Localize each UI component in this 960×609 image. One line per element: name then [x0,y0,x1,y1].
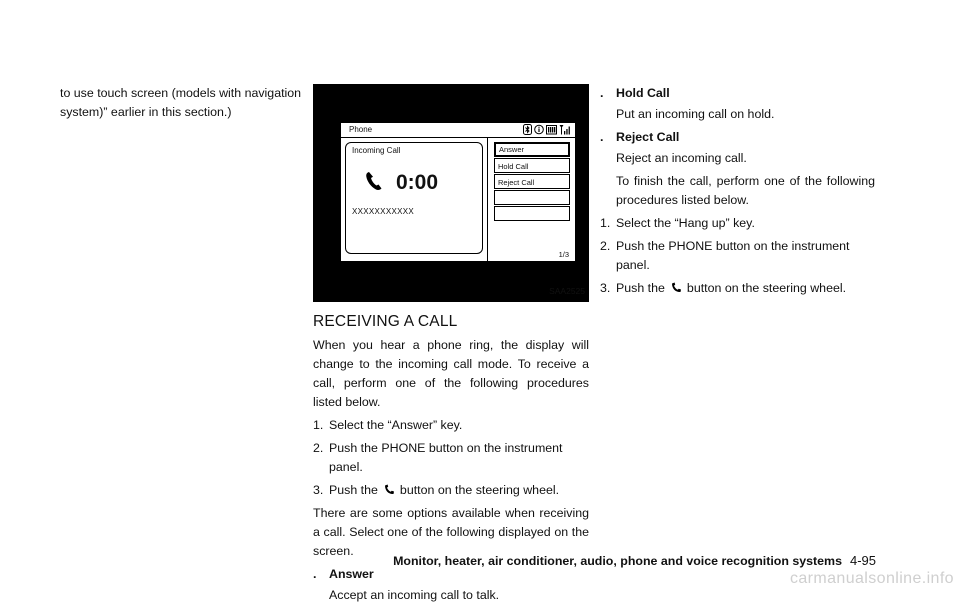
bullet-title: Reject Call [616,130,680,144]
column-left [60,84,312,126]
column-middle [313,84,589,609]
bullet-title: Hold Call [616,86,670,100]
step-text: Push the PHONE button on the instrument panel. [329,441,563,474]
intro-paragraph: When you hear a phone ring, the display will change to the incoming call mode. To receive a call, perform one of the following procedures listed below. [313,338,589,409]
reject-call-key[interactable]: Reject Call [494,174,570,189]
step-item [600,279,875,298]
steering-phone-button-icon [669,280,683,294]
figure-id: SAA2525 [549,286,585,296]
empty-menu-slot [494,190,570,205]
bullet-description: Accept an incoming call to talk. [329,588,500,602]
step-number: 2. [313,441,324,455]
step-item [313,416,589,435]
phone-screen [340,122,576,262]
step-number: 3. [313,483,324,497]
incoming-call-panel [345,142,483,254]
answer-key[interactable]: Answer [494,142,570,157]
battery-icon [546,124,557,135]
page-number: 4-95 [849,553,876,568]
screen-title: Phone [349,125,373,134]
finish-paragraph: To finish the call, perform one of the following procedures listed below. [616,174,875,207]
call-timer: 0:00 [396,171,439,194]
step-item [600,237,875,275]
step-number: 1. [313,418,324,432]
caller-number: XXXXXXXXXXX [352,207,414,216]
step-text: Select the “Answer” key. [329,418,463,432]
phone-handset-icon [365,171,383,191]
bullet-mark: . [600,86,604,100]
bluetooth-icon [523,124,532,135]
step-text: Select the “Hang up” key. [616,216,755,230]
phone-screen-figure [313,84,589,302]
step-text-post: button on the steering wheel. [399,483,560,497]
bullet-description: Reject an incoming call. [616,151,747,165]
options-paragraph: There are some options available when receiving a call. Select one of the following displayed on the screen. [313,506,589,558]
bullet-item [600,84,875,103]
page-footer [0,553,876,569]
step-item [313,481,589,500]
step-number: 2. [600,239,611,253]
bullet-title: Answer [329,567,374,581]
column-right [600,84,875,302]
bullet-mark: . [600,130,604,144]
step-text-pre: Push the [329,483,378,497]
bullet-item [600,128,875,147]
step-text-pre: Push the [616,281,665,295]
empty-menu-slot [494,206,570,221]
step-item [313,439,589,477]
incoming-call-label: Incoming Call [352,146,401,155]
call-options-menu [494,142,570,222]
signal-strength-icon [559,124,571,135]
status-icons [523,124,571,135]
bullet-description: Put an incoming call on hold. [616,107,775,121]
step-number: 3. [600,281,611,295]
body-text-line: to use touch screen (models with navigation [60,86,302,100]
page-indicator: 1/3 [558,250,569,259]
header-divider [341,137,575,138]
hold-call-key[interactable]: Hold Call [494,158,570,173]
steering-phone-button-icon [382,482,396,496]
watermark: carmanualsonline.info [789,570,954,587]
bullet-mark: . [313,567,317,581]
step-number: 1. [600,216,611,230]
step-text: Push the PHONE button on the instrument panel. [616,239,850,272]
step-text-post: button on the steering wheel. [686,281,847,295]
body-text-line: system)” earlier in this section.) [60,105,232,119]
step-item [600,214,875,233]
footer-section-title: Monitor, heater, air conditioner, audio, phone and voice recognition systems [393,554,842,568]
section-heading: RECEIVING A CALL [313,313,458,330]
panel-divider [487,137,488,261]
info-icon [534,124,544,135]
